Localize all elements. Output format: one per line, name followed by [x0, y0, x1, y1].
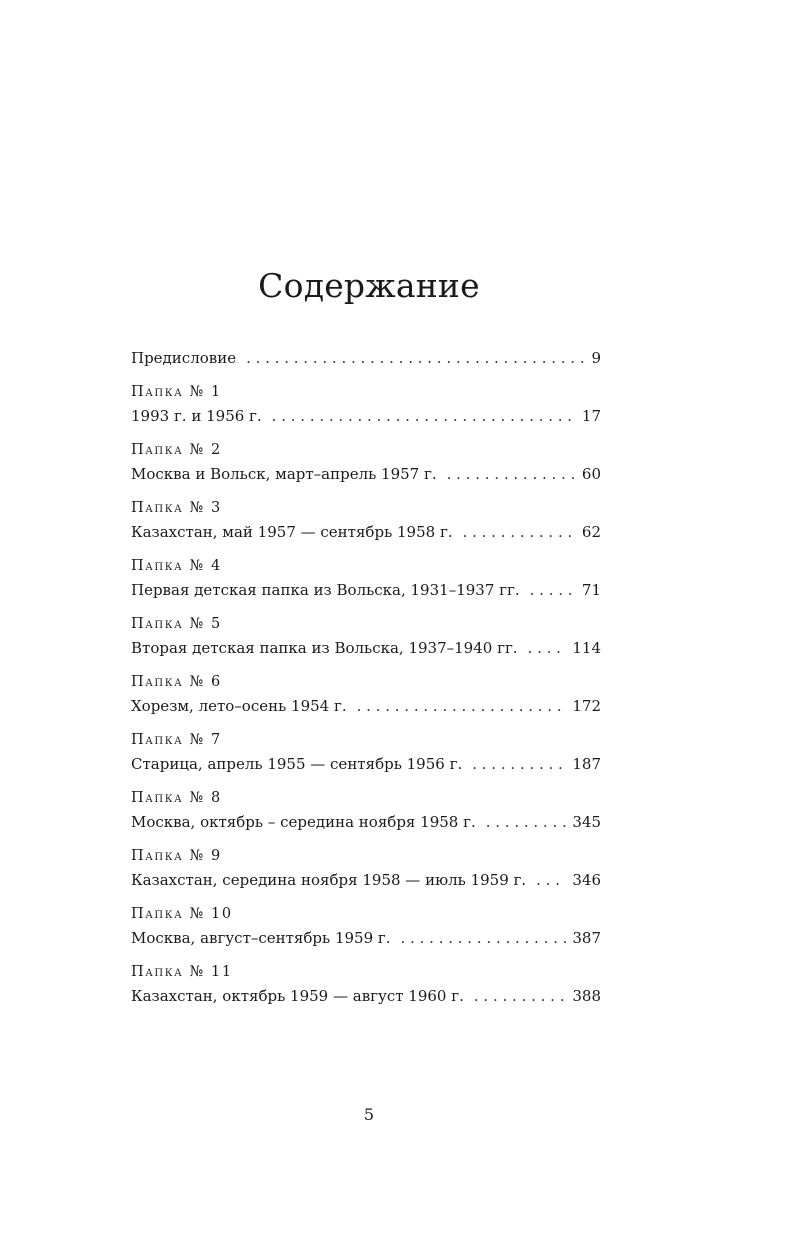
toc-entry-title: Старица, апрель 1955 — сентябрь 1956 г. — [131, 755, 463, 773]
toc-entry[interactable] — [131, 578, 601, 602]
toc-entry-page: 17 — [581, 407, 601, 425]
toc-section-folder-3 — [131, 496, 601, 544]
toc-entry-title: Казахстан, середина ноября 1958 — июль 1959 г. — [131, 871, 527, 889]
toc-leader-dots — [486, 810, 567, 834]
toc-leader-dots — [474, 984, 566, 1008]
toc-entry[interactable] — [131, 810, 601, 834]
toc-entry-page: 9 — [591, 349, 601, 367]
toc-leader-dots — [246, 346, 585, 370]
folder-label: Папка № 6 — [131, 674, 222, 690]
toc-entry[interactable] — [131, 462, 601, 486]
toc-entry[interactable] — [131, 694, 601, 718]
toc-entry[interactable] — [131, 868, 601, 892]
folder-label: Папка № 1 — [131, 384, 222, 400]
toc-entry[interactable] — [131, 926, 601, 950]
toc-entry-title: Казахстан, май 1957 — сентябрь 1958 г. — [131, 523, 453, 541]
toc-entry-title: Первая детская папка из Вольска, 1931–1937 гг. — [131, 581, 520, 599]
toc-entry[interactable] — [131, 636, 601, 660]
toc-entry[interactable] — [131, 520, 601, 544]
folder-label: Папка № 4 — [131, 558, 222, 574]
folder-label: Папка № 8 — [131, 790, 222, 806]
toc-entry-page: 387 — [572, 929, 601, 947]
toc-entry-title: Предисловие — [131, 349, 237, 367]
toc-entry-title: Москва и Вольск, март–апрель 1957 г. — [131, 465, 437, 483]
folder-label: Папка № 9 — [131, 848, 222, 864]
toc-section-folder-7 — [131, 728, 601, 776]
toc-leader-dots — [401, 926, 567, 950]
toc-section-folder-1 — [131, 380, 601, 428]
toc-entry-page: 60 — [581, 465, 601, 483]
toc-section-folder-11 — [131, 960, 601, 1008]
toc-section-folder-4 — [131, 554, 601, 602]
toc-entry-page: 345 — [572, 813, 601, 831]
toc-entry-title: Казахстан, октябрь 1959 — август 1960 г. — [131, 987, 464, 1005]
toc-section-folder-9 — [131, 844, 601, 892]
toc-leader-dots — [447, 462, 576, 486]
toc-section-folder-5 — [131, 612, 601, 660]
folder-label: Папка № 7 — [131, 732, 222, 748]
toc-entry-title: Москва, октябрь – середина ноября 1958 г. — [131, 813, 476, 831]
toc-leader-dots — [272, 404, 576, 428]
folder-label: Папка № 10 — [131, 906, 233, 922]
folder-label: Папка № 11 — [131, 964, 233, 980]
toc-entry-title: Хорезм, лето–осень 1954 г. — [131, 697, 347, 715]
page-number: 5 — [363, 1105, 375, 1124]
page-title: Содержание — [258, 266, 480, 305]
toc-entry-page: 62 — [581, 523, 601, 541]
toc-entry[interactable] — [131, 404, 601, 428]
toc-entry-page: 346 — [572, 871, 601, 889]
toc-entry-title: 1993 г. и 1956 г. — [131, 407, 262, 425]
toc-leader-dots — [463, 520, 576, 544]
folder-label: Папка № 2 — [131, 442, 222, 458]
toc-entry-page: 114 — [572, 639, 601, 657]
toc-entry-page: 187 — [572, 755, 601, 773]
toc-entry[interactable] — [131, 346, 601, 370]
toc-leader-dots — [536, 868, 566, 892]
toc-entry-page: 388 — [572, 987, 601, 1005]
toc-section-preface — [131, 346, 601, 370]
toc-entry-title: Москва, август–сентябрь 1959 г. — [131, 929, 391, 947]
table-of-contents — [131, 346, 601, 1008]
toc-entry[interactable] — [131, 752, 601, 776]
toc-leader-dots — [357, 694, 567, 718]
toc-section-folder-6 — [131, 670, 601, 718]
folder-label: Папка № 3 — [131, 500, 222, 516]
folder-label: Папка № 5 — [131, 616, 222, 632]
toc-leader-dots — [530, 578, 576, 602]
toc-leader-dots — [528, 636, 567, 660]
toc-entry-title: Вторая детская папка из Вольска, 1937–1940 гг. — [131, 639, 518, 657]
toc-entry-page: 172 — [572, 697, 601, 715]
toc-section-folder-10 — [131, 902, 601, 950]
toc-entry-page: 71 — [581, 581, 601, 599]
toc-entry[interactable] — [131, 984, 601, 1008]
toc-section-folder-2 — [131, 438, 601, 486]
toc-leader-dots — [472, 752, 566, 776]
toc-section-folder-8 — [131, 786, 601, 834]
